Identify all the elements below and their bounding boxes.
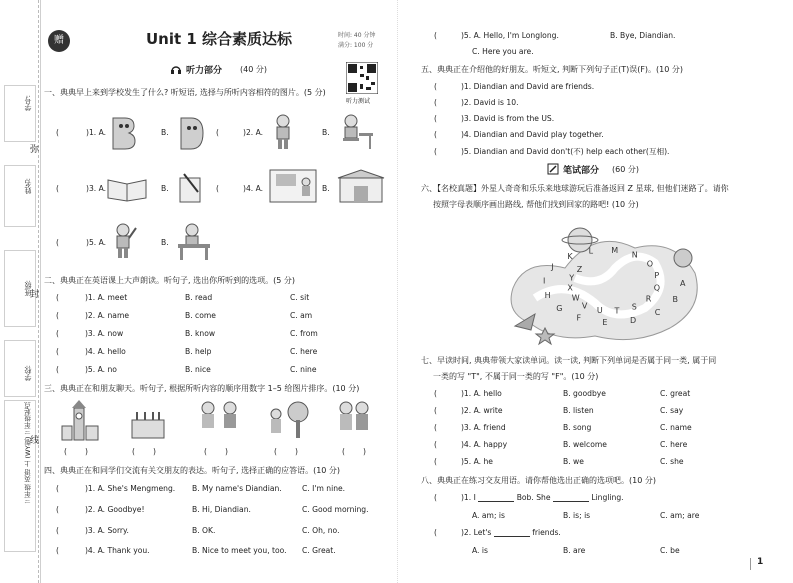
time-label: 时间: 40 分钟 (338, 32, 376, 39)
maze-letter-s[interactable]: S (631, 302, 637, 312)
seal-char-2: 封 (30, 290, 40, 300)
s4-q4-b: B. Nice to meet you, too. (192, 546, 287, 555)
s5-row-5[interactable]: ( )5. Diandian and David don't(不) help each other(互相). (434, 147, 670, 156)
s4-q5-b: B. Bye, Diandian. (610, 31, 676, 40)
qr-code-icon[interactable] (346, 62, 378, 94)
maze-letter-l[interactable]: L (588, 246, 594, 256)
s4-q5-c: C. Here you are. (472, 47, 534, 56)
s1-q2-label: )2. A. (243, 128, 264, 137)
friends-picture (334, 400, 374, 442)
s2-row-3[interactable]: ( )3. A. now (56, 329, 124, 338)
s7-q2-b: B. listen (563, 406, 594, 415)
page-seam (397, 0, 398, 583)
s2-q4-c: C. here (290, 347, 318, 356)
classroom-picture (268, 168, 318, 204)
s7-q4-b: B. welcome (563, 440, 607, 449)
maze-letter-x[interactable]: X (567, 283, 573, 293)
page-title: Unit 1 综合素质达标 (146, 30, 293, 48)
boy-standing-picture (268, 113, 298, 153)
section-7-title-b: 一类的写 "T", 不属于同一类的写 "F"。(10 分) (433, 372, 599, 381)
book-label: 三年级 英语 上 (WY版) 三年级起点 (24, 402, 32, 504)
writing-hand-picture (176, 170, 206, 204)
s2-row-1[interactable]: ( )1. A. meet (56, 293, 128, 302)
s4-row-5[interactable]: ( )5. A. Hello, I'm Longlong. (434, 31, 559, 40)
maze-letter-t[interactable]: T (614, 306, 620, 316)
gift-badge: 赠 (48, 30, 70, 52)
maze-letter-e[interactable]: E (602, 318, 608, 328)
maze-letter-d[interactable]: D (630, 316, 637, 326)
section-7-title-a: 七、早读时间, 典典带领大家读单词。读一读, 判断下列单词是否属于同一类, 属于同 (421, 356, 717, 365)
s2-q5-b: B. nice (185, 365, 211, 374)
maze-letter-k[interactable]: K (567, 252, 573, 262)
s4-q2-b: B. Hi, Diandian. (192, 505, 251, 514)
writing-heading: 笔试部分 (563, 166, 600, 176)
section-4-title: 四、典典正在和同学们交流有关交朋友的表达。听句子, 选择正确的应答语。(10 分) (44, 466, 341, 475)
s8-q1-blank-2[interactable] (553, 493, 589, 502)
section-1-title: 一、典典早上来到学校发生了什么? 听短语, 选择与所听内容相符的图片。(5 分) (44, 88, 326, 97)
s7-row-1[interactable]: ( )1. A. hello (434, 389, 502, 398)
s1-paren-4[interactable]: ( (216, 184, 219, 193)
class-label: 班级: (24, 280, 32, 297)
section-8-title: 八、典典正在练习交友用语。请你帮他选出正确的选项吧。(10 分) (421, 476, 656, 485)
s7-q5-b: B. we (563, 457, 584, 466)
section-6-title-b: 按照字母表顺序画出路线, 帮他们找到回家的路吧! (10 分) (433, 200, 639, 209)
s3-slot-4[interactable]: ( ) (274, 447, 298, 456)
maze-letter-a[interactable]: A (680, 279, 686, 288)
student-id-label: 学号: (24, 95, 32, 112)
s4-q1-b: B. My name's Diandian. (192, 484, 282, 493)
student-id-box (4, 85, 36, 142)
letter-b-picture (107, 115, 137, 151)
s4-row-2[interactable]: ( )2. A. Goodbye! (56, 505, 145, 514)
s4-q4-c: C. Great. (302, 546, 336, 555)
s3-slot-1[interactable]: ( ) (64, 447, 88, 456)
maze-letter-y[interactable]: Y (569, 273, 575, 283)
s8-q1-b: B. is; is (563, 511, 591, 520)
section-5-title: 五、典典正在介绍他的好朋友。听短文, 判断下列句子正(T)误(F)。(10 分) (421, 65, 684, 74)
s4-row-3[interactable]: ( )3. A. Sorry. (56, 526, 129, 535)
s4-row-1[interactable]: ( )1. A. She's Mengmeng. (56, 484, 176, 493)
s3-slot-5[interactable]: ( ) (342, 447, 366, 456)
maze-letter-c[interactable]: C (654, 308, 661, 318)
section-3-title: 三、典典正在和朋友聊天。听句子, 根据所听内容的顺序用数字 1–5 给图片排序。(10 分) (44, 384, 360, 393)
s5-row-4[interactable]: ( )4. Diandian and David play together. (434, 130, 604, 139)
section-6-title-a: 六、【名校真题】外星人奇奇和乐乐来地球游玩后准备返回 Z 星球, 但他们迷路了。请你 (421, 184, 729, 193)
s2-q2-c: C. am (290, 311, 313, 320)
s1-q1-b: B. (161, 128, 169, 137)
letter-d-picture (175, 115, 205, 151)
kid-and-tree-picture (264, 400, 310, 442)
qr-caption: 听力测试 (346, 98, 371, 105)
listening-heading: 听力部分 (186, 66, 223, 76)
maze-letter-f[interactable]: F (576, 313, 582, 323)
maze-letter-u[interactable]: U (596, 306, 603, 316)
maze-letter-q[interactable]: Q (653, 283, 661, 293)
s1-q4-label: )4. A. (243, 184, 264, 193)
maze-letter-j[interactable]: J (551, 262, 554, 272)
big-ben-picture (60, 400, 100, 442)
s1-paren-2[interactable]: ( (216, 128, 219, 137)
s2-row-5[interactable]: ( )5. A. no (56, 365, 117, 374)
s5-row-1[interactable]: ( )1. Diandian and David are friends. (434, 82, 595, 91)
s7-row-2[interactable]: ( )2. A. write (434, 406, 503, 415)
girl-desk-picture (174, 222, 214, 262)
maze-letter-r[interactable]: R (645, 294, 652, 304)
s8-q1-a: A. am; is (472, 511, 505, 520)
writing-points: (60 分) (612, 165, 639, 174)
score-label: 满分: 100 分 (338, 42, 374, 49)
birthday-cake-picture (128, 404, 168, 440)
s2-row-2[interactable]: ( )2. A. name (56, 311, 130, 320)
maze-letter-i[interactable]: I (543, 276, 546, 286)
s8-q1-stem[interactable]: ( )1. I Bob. She Lingling. (434, 493, 624, 502)
s2-q2-b: B. come (185, 311, 216, 320)
s1-paren-1[interactable]: ( (56, 128, 59, 137)
s8-q1-blank-1[interactable] (478, 493, 514, 502)
s7-q3-c: C. name (660, 423, 692, 432)
s8-q1-c: C. am; are (660, 511, 700, 520)
s8-q2-b: B. are (563, 546, 586, 555)
s8-q2-stem[interactable]: ( )2. Let's friends. (434, 528, 561, 537)
s1-q3-b: B. (161, 184, 169, 193)
school-gate-picture (336, 168, 386, 204)
s4-q3-b: B. OK. (192, 526, 216, 535)
two-kids-picture (196, 400, 242, 442)
s3-slot-2[interactable]: ( ) (132, 447, 156, 456)
s2-q1-c: C. sit (290, 293, 310, 302)
s7-q2-c: C. say (660, 406, 684, 415)
open-book-picture (106, 172, 148, 202)
s4-q1-c: C. I'm nine. (302, 484, 346, 493)
boy-sitting-picture (337, 113, 377, 153)
maze-letter-m[interactable]: M (611, 245, 619, 255)
s4-row-4[interactable]: ( )4. A. Thank you. (56, 546, 150, 555)
s2-q5-c: C. nine (290, 365, 317, 374)
s2-row-4[interactable]: ( )4. A. hello (56, 347, 126, 356)
s7-q4-c: C. here (660, 440, 688, 449)
name-label: 姓名: (24, 178, 32, 195)
s2-q1-b: B. read (185, 293, 213, 302)
s8-q2-c: C. be (660, 546, 680, 555)
s5-row-2[interactable]: ( )2. David is 10. (434, 98, 519, 107)
s5-row-3[interactable]: ( )3. David is from the US. (434, 114, 555, 123)
s1-q3-label: )3. A. (86, 184, 107, 193)
s2-q3-c: C. from (290, 329, 318, 338)
s1-paren-5[interactable]: ( (56, 238, 59, 247)
headphones-icon (170, 63, 182, 75)
s7-row-4[interactable]: ( )4. A. happy (434, 440, 508, 449)
maze-letter-b[interactable]: B (672, 295, 678, 305)
s1-q2-b: B. (322, 128, 330, 137)
s2-q4-b: B. help (185, 347, 212, 356)
s1-q5-label: )5. A. (86, 238, 107, 247)
alphabet-maze[interactable] (505, 218, 705, 348)
s7-q1-b: B. goodbye (563, 389, 606, 398)
maze-letter-h[interactable]: H (544, 290, 551, 300)
seal-char-3: 线 (30, 436, 40, 446)
maze-letter-g[interactable]: G (556, 304, 563, 314)
maze-letter-z[interactable]: Z (576, 264, 583, 274)
maze-letter-w[interactable]: W (571, 293, 580, 303)
s2-q3-b: B. know (185, 329, 216, 338)
s7-row-5[interactable]: ( )5. A. he (434, 457, 493, 466)
s3-slot-3[interactable]: ( ) (204, 447, 228, 456)
listening-points: (40 分) (240, 65, 267, 74)
pencil-icon (547, 163, 559, 175)
boy-waving-picture (108, 222, 138, 262)
s7-q5-c: C. she (660, 457, 684, 466)
s4-q3-c: C. Oh, no. (302, 526, 340, 535)
school-label: 学校: (24, 365, 32, 382)
s1-q5-b: B. (161, 238, 169, 247)
s7-q1-c: C. great (660, 389, 691, 398)
maze-letter-v[interactable]: V (581, 301, 588, 311)
maze-letter-n[interactable]: N (631, 250, 638, 260)
s8-q2-a: A. is (472, 546, 488, 555)
s7-q3-b: B. song (563, 423, 592, 432)
s1-paren-3[interactable]: ( (56, 184, 59, 193)
s8-q2-blank[interactable] (494, 528, 530, 537)
s1-q4-b: B. (322, 184, 330, 193)
name-box (4, 165, 36, 227)
maze-letter-p[interactable]: P (654, 271, 660, 281)
page-number: 1 (757, 557, 764, 567)
s4-q2-c: C. Good morning. (302, 505, 369, 514)
s7-row-3[interactable]: ( )3. A. friend (434, 423, 506, 432)
section-2-title: 二、典典正在英语课上大声朗读。听句子, 选出你所听到的选项。(5 分) (44, 276, 295, 285)
seal-char-1: 弥 (30, 145, 40, 155)
maze-letter-o[interactable]: O (646, 259, 654, 269)
s1-q1-label: )1. A. (86, 128, 107, 137)
